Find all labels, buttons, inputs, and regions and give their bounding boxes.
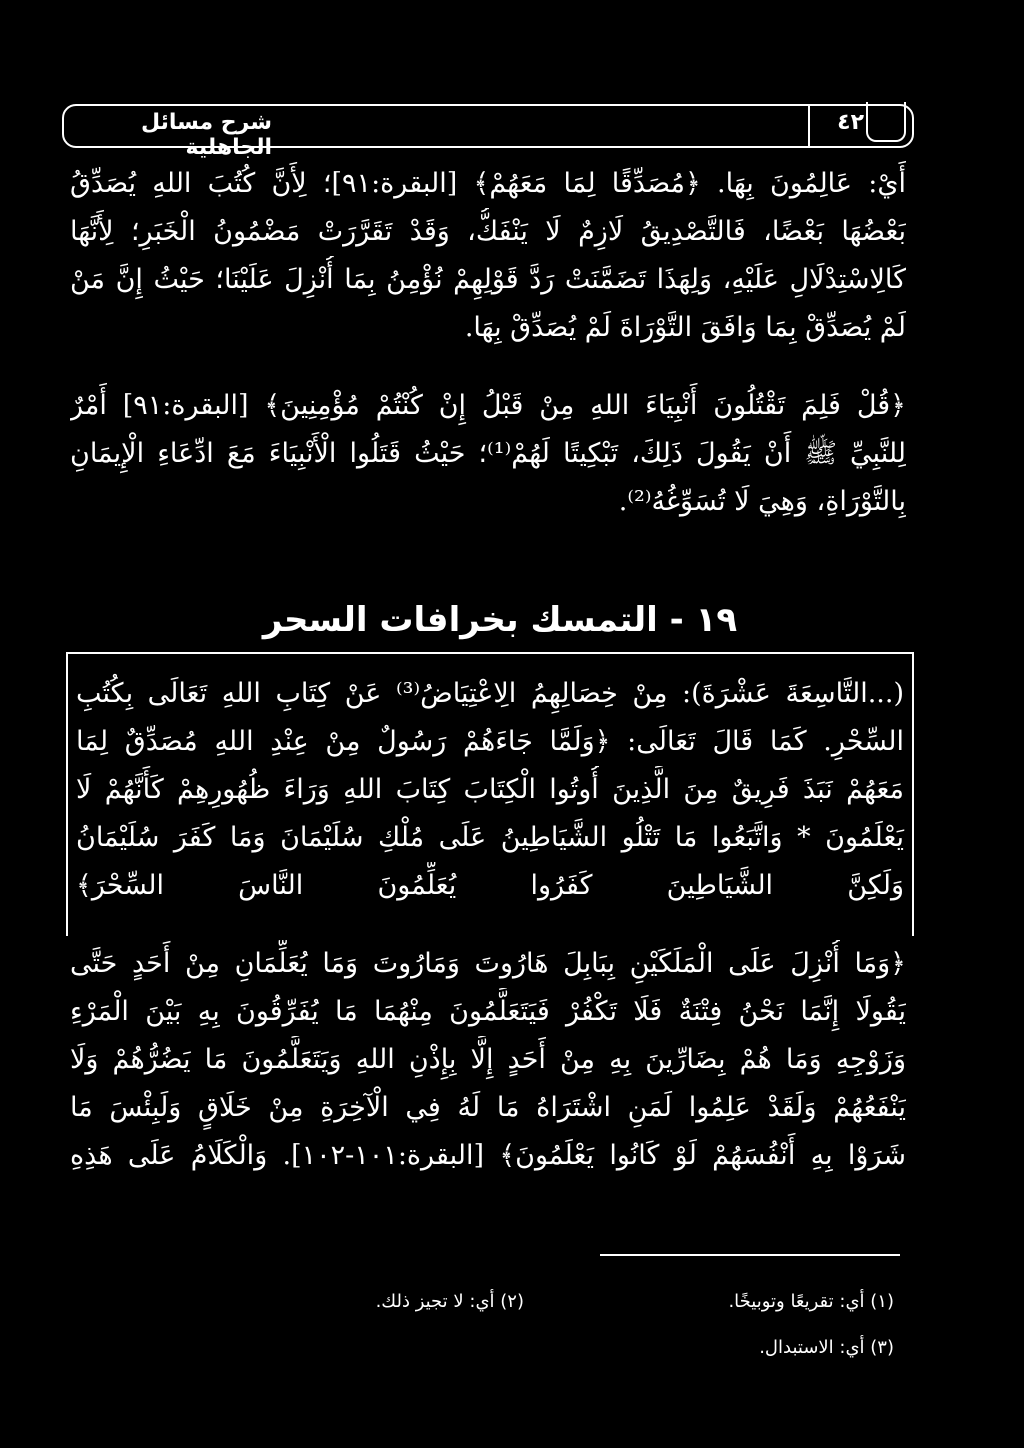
quran-paragraph (70, 940, 906, 1180)
boxed-matn (66, 652, 914, 936)
text-line: يَقُولَا إِنَّمَا نَحْنُ فِتْنَةٌ فَلَا تَكْفُرْ فَيَتَعَلَّمُونَ مِنْهُمَا مَا يُفَرِّقُونَ بِهِ بَيْنَ الْمَرْءِ (70, 996, 906, 1027)
text-line: كَالِاسْتِدْلَالِ عَلَيْهِ، وَلِهَذَا تَضَمَّنَتْ رَدَّ قَوْلِهِمْ نُؤْمِنُ بِمَا أُنْزِلَ عَلَيْنَا؛ حَيْثُ إِنَّ مَنْ (70, 264, 906, 295)
text-line: يَعْلَمُونَ * وَاتَّبَعُوا مَا تَتْلُو الشَّيَاطِينُ عَلَى مُلْكِ سُلَيْمَانَ وَمَا كَفَرَ سُلَيْمَانُ (76, 822, 904, 853)
text-line: أَيْ: عَالِمُونَ بِهَا. ﴿مُصَدِّقًا لِمَا مَعَهُمْ﴾ [البقرة:٩١]؛ لِأَنَّ كُتُبَ اللهِ يُصَدِّقُ (70, 168, 906, 199)
text-line: مَعَهُمْ نَبَذَ فَرِيقٌ مِنَ الَّذِينَ أُوتُوا الْكِتَابَ كِتَابَ اللهِ وَرَاءَ ظُهُورِهِمْ كَأَنَّهُمْ لَا (76, 774, 904, 805)
text-line: يَنْفَعُهُمْ وَلَقَدْ عَلِمُوا لَمَنِ اشْتَرَاهُ مَا لَهُ فِي الْآخِرَةِ مِنْ خَلَاقٍ وَلَبِئْسَ مَا (70, 1092, 906, 1123)
text-line: بَعْضُهَا بَعْضًا، فَالتَّصْدِيقُ لَازِمٌ لَا يَنْفَكُّ، وَقَدْ تَقَرَّرَتْ مَضْمُونُ الْخَبَرِ؛ لِأَنَّهَا (70, 216, 906, 247)
intro-paragraph (70, 160, 906, 352)
text-line: السِّحْرِ. كَمَا قَالَ تَعَالَى: ﴿وَلَمَّا جَاءَهُمْ رَسُولٌ مِنْ عِنْدِ اللهِ مُصَدِّقٌ لِمَا (76, 726, 904, 757)
text-line: وَلَكِنَّ الشَّيَاطِينَ كَفَرُوا يُعَلِّمُونَ النَّاسَ السِّحْرَ﴾ (76, 870, 904, 901)
footnote-1: (١) أي: تقريعًا وتوبيخًا. (728, 1291, 894, 1312)
text-line: شَرَوْا بِهِ أَنْفُسَهُمْ لَوْ كَانُوا يَعْلَمُونَ﴾ [البقرة:١٠١-١٠٢]. وَالْكَلَامُ عَلَى هَذِهِ (70, 1140, 906, 1171)
header-tab-ornament (866, 102, 906, 142)
footnote-3: (٣) أي: الاستبدال. (759, 1337, 894, 1358)
running-header (62, 104, 914, 160)
text-line: بِالتَّوْرَاةِ، وَهِيَ لَا تُسَوِّغُهُ⁽²⁾. (618, 486, 906, 517)
text-line: (...التَّاسِعَةَ عَشْرَةَ): مِنْ خِصَالِهِمُ الِاعْتِيَاضُ⁽³⁾ عَنْ كِتَابِ اللهِ تَعَالَى بِكُتُبِ (76, 678, 904, 709)
footnote-separator (600, 1254, 900, 1256)
text-line: وَزَوْجِهِ وَمَا هُمْ بِضَارِّينَ بِهِ مِنْ أَحَدٍ إِلَّا بِإِذْنِ اللهِ وَيَتَعَلَّمُونَ مَا يَضُرُّهُمْ وَلَا (70, 1044, 906, 1075)
page-number-box (808, 104, 912, 148)
text-line: ﴿قُلْ فَلِمَ تَقْتُلُونَ أَنْبِيَاءَ اللهِ مِنْ قَبْلُ إِنْ كُنْتُمْ مُؤْمِنِينَ﴾ [البقرة:٩١] أَمْرٌ (70, 390, 906, 421)
text-line: لِلنَّبِيِّ ﷺ أَنْ يَقُولَ ذَلِكَ، تَبْكِيتًا لَهُمْ⁽¹⁾؛ حَيْثُ قَتَلُوا الْأَنْبِيَاءَ مَعَ ادِّعَاءِ الْإِيمَانِ (70, 438, 906, 469)
book-title: شرح مسائل الجاهلية (140, 110, 272, 160)
verse-paragraph (70, 382, 906, 526)
footnote-2: (٢) أي: لا تجيز ذلك. (375, 1291, 524, 1312)
page-number: ٤٢ (837, 110, 864, 135)
text-line: لَمْ يُصَدِّقْ بِمَا وَافَقَ التَّوْرَاةَ لَمْ يُصَدِّقْ بِهَا. (464, 312, 906, 343)
section-heading: ١٩ - التمسك بخرافات السحر (262, 600, 738, 640)
text-line: ﴿وَمَا أُنْزِلَ عَلَى الْمَلَكَيْنِ بِبَابِلَ هَارُوتَ وَمَارُوتَ وَمَا يُعَلِّمَانِ مِنْ أَحَدٍ حَتَّى (70, 948, 906, 979)
